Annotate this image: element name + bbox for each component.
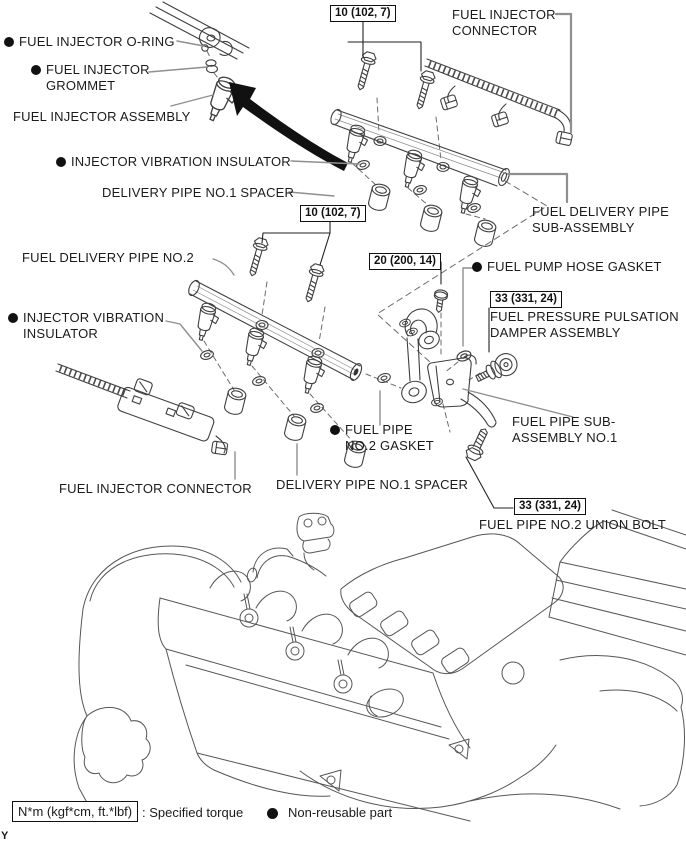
engine-illustration <box>74 510 686 821</box>
label-fuel-injector-o-ring: FUEL INJECTOR O-RING <box>4 34 175 50</box>
label-fuel-pipe-sub-ass​embly-no1: FUEL PIPE SUB-ASSEMBLY NO.1 <box>512 414 618 445</box>
legend-specified-torque-caption: : Specified torque <box>142 805 244 820</box>
non-reusable-dot-icon <box>4 37 14 47</box>
label-injector-vibration-insulator-lower: INJECTOR VIBRATION INSULATOR <box>8 310 178 342</box>
non-reusable-dot-icon <box>31 65 41 75</box>
non-reusable-dot-icon <box>267 808 278 819</box>
non-reusable-dot-icon <box>8 313 18 323</box>
label-fuel-pump-hose-gasket: FUEL PUMP HOSE GASKET <box>472 259 662 275</box>
label-injector-vibration-insulator-upper: INJECTOR VIBRATION INSULATOR <box>56 154 291 170</box>
legend-non-reusable-caption: Non-reusable part <box>288 805 393 820</box>
non-reusable-dot-icon <box>330 425 340 435</box>
legend-torque-unit-box: N*m (kgf*cm, ft.*lbf) <box>12 801 138 822</box>
label-fuel-injector-assembly: FUEL INJECTOR ASSEMBLY <box>13 109 191 124</box>
label-delivery-pipe-no1-spacer-lower: DELIVERY PIPE NO.1 SPACER <box>276 477 469 492</box>
non-reusable-dot-icon <box>56 157 66 167</box>
fuel-pipe-no2-gasket-part <box>377 372 392 384</box>
fuel-injector-grommet-part <box>206 60 218 73</box>
fuel-pipe-bolt-part <box>432 289 448 313</box>
torque-spec-union-bolt: 33 (331, 24) <box>514 498 586 515</box>
fuel-pressure-pulsation-damper-part <box>472 350 520 389</box>
label-fuel-pipe-no2-gasket: FUEL PIPE NO.2 GASKET <box>330 422 450 454</box>
label-fuel-delivery-pipe-no2: FUEL DELIVERY PIPE NO.2 <box>22 250 194 265</box>
torque-spec-lower-rail-bolts: 10 (102, 7) <box>300 205 366 222</box>
label-fuel-injector-connector-lower: FUEL INJECTOR CONNECTOR <box>59 481 252 496</box>
label-fuel-delivery-pipe-sub-assembly: FUEL DELIVERY PIPE SUB-ASSEMBLY <box>532 204 670 235</box>
fuel-injector-connector-harness-upper <box>425 59 573 146</box>
label-leader-lines <box>149 14 573 479</box>
non-reusable-dot-icon <box>472 262 482 272</box>
label-fuel-injector-connector-upper: FUEL INJECTOR CONNECTOR <box>452 7 556 38</box>
label-fuel-injector-grommet: FUEL INJECTOR GROMMET <box>31 62 167 94</box>
label-fuel-pipe-no2-union-bolt: FUEL PIPE NO.2 UNION BOLT <box>479 517 667 532</box>
torque-spec-pulsation-damper: 33 (331, 24) <box>490 291 562 308</box>
torque-spec-fuel-pipe-bolt: 20 (200, 14) <box>369 253 441 270</box>
fuel-pipe-no2-union-bolt-part <box>464 426 492 463</box>
fuel-injector-connector-harness-lower <box>56 364 228 455</box>
page-marker: Y <box>1 830 9 842</box>
label-fuel-pressure-pulsation-damper-assembly: FUEL PRESSURE PULSATION DAMPER ASSEMBLY <box>490 309 679 340</box>
torque-spec-upper-rail-bolts: 10 (102, 7) <box>330 5 396 22</box>
label-delivery-pipe-no1-spacer-upper: DELIVERY PIPE NO.1 SPACER <box>102 185 295 200</box>
